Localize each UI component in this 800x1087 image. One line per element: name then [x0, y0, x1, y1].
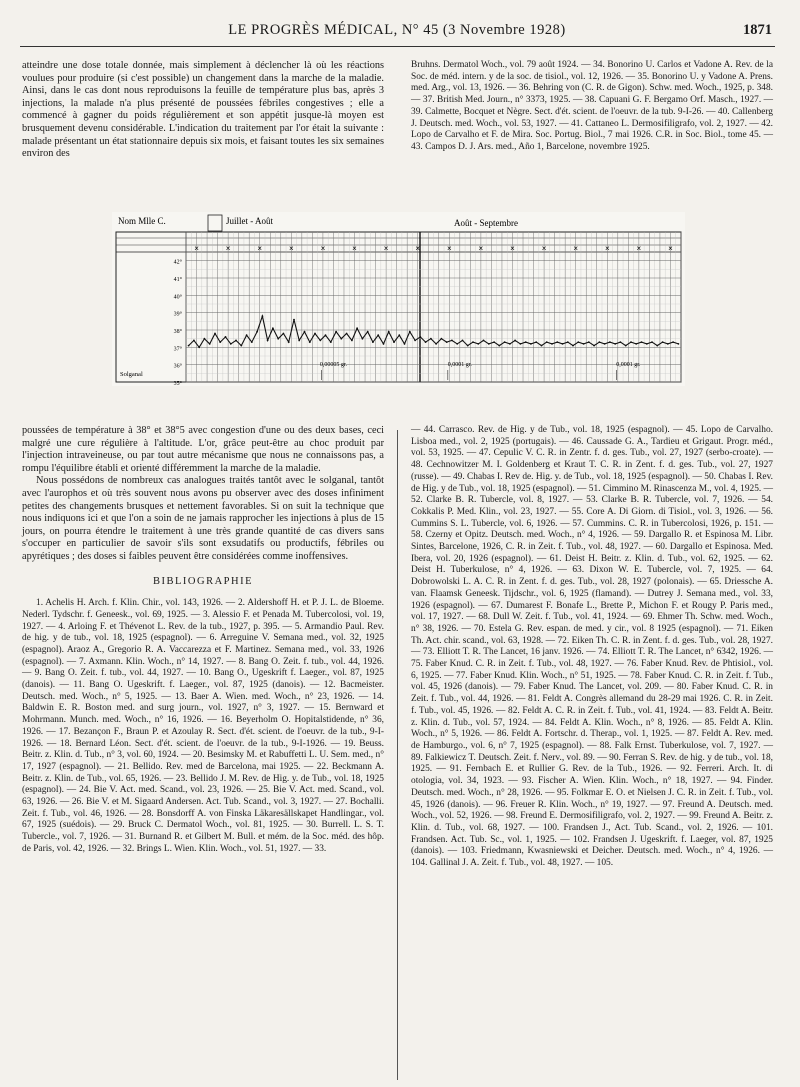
- temperature-point: [230, 343, 232, 345]
- temperature-point: [635, 343, 637, 345]
- temperature-point: [472, 341, 474, 343]
- temperature-point: [609, 341, 611, 343]
- y-tick-label: 40°: [173, 294, 182, 301]
- temperature-point: [630, 341, 632, 343]
- left-top-column: [22, 60, 384, 161]
- patient-label: Nom Mlle C.: [118, 216, 166, 226]
- temperature-point: [288, 341, 290, 343]
- temperature-point: [214, 333, 216, 335]
- temperature-point: [272, 327, 274, 329]
- left-body-column: [22, 425, 384, 856]
- injection-marker: ×: [352, 244, 357, 253]
- temperature-point: [388, 331, 390, 333]
- temperature-point: [209, 343, 211, 345]
- temperature-point: [583, 343, 585, 345]
- temperature-point: [367, 331, 369, 333]
- right-top-column: [411, 60, 773, 154]
- y-tick-label: 42°: [173, 259, 182, 266]
- temperature-point: [656, 345, 658, 347]
- temperature-point: [330, 341, 332, 343]
- temperature-point: [551, 343, 553, 345]
- temperature-point: [293, 319, 295, 321]
- temperature-point: [277, 338, 279, 340]
- temperature-point: [351, 340, 353, 342]
- temperature-point: [477, 343, 479, 345]
- injection-marker: ×: [257, 244, 263, 253]
- temperature-point: [493, 341, 495, 343]
- injection-marker: ×: [668, 244, 673, 253]
- temperature-chart: [112, 212, 685, 386]
- injection-marker: ×: [446, 244, 452, 253]
- temperature-point: [514, 340, 516, 342]
- temperature-point: [667, 343, 669, 345]
- temperature-point: [219, 341, 221, 343]
- temperature-point: [198, 346, 200, 348]
- temperature-point: [419, 336, 421, 338]
- temperature-point: [235, 340, 237, 342]
- temperature-point: [572, 345, 574, 347]
- temperature-point: [346, 333, 348, 335]
- y-tick-label: 41°: [173, 277, 182, 283]
- temperature-point: [530, 343, 532, 345]
- temperature-point: [483, 340, 485, 342]
- injection-marker: ×: [510, 244, 515, 253]
- temperature-point: [546, 341, 548, 343]
- temperature-point: [267, 340, 269, 342]
- temperature-point: [325, 334, 327, 336]
- period-label-1: Juillet - Août: [226, 216, 273, 226]
- y-tick-label: 35°: [173, 381, 182, 386]
- journal-title: LE PROGRÈS MÉDICAL, N° 45 (3 Novembre 1928): [228, 22, 566, 38]
- temperature-point: [335, 331, 337, 333]
- temperature-point: [372, 341, 374, 343]
- injection-marker: ×: [541, 244, 547, 253]
- temperature-point: [251, 341, 253, 343]
- injection-marker: ×: [194, 244, 199, 253]
- temperature-chart-svg: [112, 212, 685, 386]
- temperature-point: [356, 327, 358, 329]
- injection-marker: ×: [225, 244, 231, 253]
- temperature-point: [498, 345, 500, 347]
- temperature-point: [625, 345, 627, 347]
- temperature-point: [314, 333, 316, 335]
- injection-marker: ×: [415, 244, 421, 253]
- bibliography-heading: BIBLIOGRAPHIE: [153, 575, 253, 587]
- temperature-point: [651, 341, 653, 343]
- temperature-point: [509, 343, 511, 345]
- temperature-point: [577, 341, 579, 343]
- body-paragraph-1: poussées de température à 38° et 38°5 avec congestion d'une ou des deux bases, ceci malgré une cure régulière à l'altitude. L'or, grâce peut-être au choc produit par l'injection intraveineuse, ou par tout autre mécanisme que nous ne connaissons pas, a rompu l'équilibre établi et orienté différemment la marche de la maladie.: [22, 425, 384, 474]
- temperature-point: [446, 341, 448, 343]
- solganal-label: Solganal: [120, 371, 143, 378]
- temperature-point: [614, 343, 616, 345]
- temperature-point: [456, 343, 458, 345]
- injection-marker: ×: [320, 244, 326, 253]
- temperature-point: [593, 345, 595, 347]
- temperature-point: [409, 331, 411, 333]
- injection-marker: ×: [636, 244, 642, 253]
- temperature-point: [451, 340, 453, 342]
- temperature-point: [393, 341, 395, 343]
- page-number: 1871: [743, 22, 772, 38]
- column-rule: [397, 430, 398, 1080]
- injection-marker: ×: [288, 244, 294, 253]
- temperature-point: [525, 341, 527, 343]
- temperature-point: [398, 334, 400, 336]
- temperature-point: [488, 343, 490, 345]
- temperature-point: [435, 343, 437, 345]
- temperature-point: [535, 341, 537, 343]
- temperature-point: [256, 331, 258, 333]
- injection-marker: ×: [478, 244, 484, 253]
- temperature-point: [646, 343, 648, 345]
- bibliography-left: 1. Achelis H. Arch. f. Klin. Chir., vol. 143, 1926. — 2. Aldershoff H. et P. J. L. de Bloeme. Nederl. Tydschr. f. Geneesk., vol. 69, 1925. — 3. Alessio F. et Penada M. Tubercolosi, vol. 19, 1927. — 4. Arloing F. et Thévenot L. Rev. de la tub., 1927, p. 395. — 5. Armandio Paul. Rev. de hig. y de tub., vol. 18, 1925 (espagnol). — 6. Arreguine V. Semana med., vol. 32, 1925 (espagnol). Araoz A., Gregorio R. A. Vaccarezza et F. Martinez. Semana med., vol. 33, 1926 (espagnol). — 7. Axmann. Klin. Woch., n° 14, 1927. — 8. Bang O. Zeit. f. tub., vol. 44, 1926. — 9. Bang O. Zeit. f. tub., vol. 44, 1927. — 10. Bang O., Ugeskrift f. Laeger., vol. 87, 1925 (danois). — 11. Bang O. Ugeskrift. f. Laeger., vol. 87, 1925 (danois). — 12. Bacmeister. Deutsch. med. Woch., n° 5, 1925. — 13. Baer A. Wien. med. Woch., n° 23, 1926. — 14. Baldwin E. R. Boston med. and surg journ., vol. 1927, n° 3, 1927. — 15. Bernward et Mohrmann. Munch. med. Woch., n° 16, 1926. — 16. Beyerholm O. Hopitalstidende, n° 36, 1926. — 17. Bezançon F., Braun P. et Azoulay R. Sect. d'ét. scient. de l'oeuvr. de la tub., 9-I-1926. — 18. Bernard Léon. Sect. d'ét. scient. de l'oeuvr. de la tub., 9-I-1926. — 19. Beuss. Beitr. z. Klin. d. Tub., n° 3, vol. 60, 1924. — 20. Besimsky M. et Rabuffetti L. U. Sem. med., n° 17, 1927 (espagnol). — 21. Bellido. Rev. med de Barcelona, mai 1925. — 22. Beckmann A. Beitr. z. Klin. de Tub., vol. 65, 1926. — 23. Bellido J. M. Rev. de Hig. y. de Tub., vol. 18, 1925 (espagnol). — 24. Bie V. Act. med. Scand., vol. 23, 1926. — 25. Bie V. Act. med. Scand., vol. 63, 1926. — 26. Bie V. et M. Sigaard Andersen. Act. Tub. Scand., vol. 3, 1927. — 27. Bochalli. Zeit. f. Tub., vol. 46, 1926. — 28. Bonsdorff A. von Finska Läkaresällskapet Handlingar., vol. 67, 1925 (suédois). — 29. Bruck C. Dermatol Woch., vol. 81, 1925. — 30. Burrell. L. S. T. Tubercle., vol. 7, 1926. — 31. Burnand R. et Gilbert M. Bull. et mém. de la Soc. méd. des hôp. de Paris, vol. 42, 1926. — 32. Brings L. Wien. Klin. Woch., vol. 51, 1927. — 33.: [22, 598, 384, 854]
- temperature-point: [430, 338, 432, 340]
- period-label-2: Août - Septembre: [454, 218, 518, 228]
- temperature-point: [298, 340, 300, 342]
- temperature-point: [383, 343, 385, 345]
- temperature-point: [246, 334, 248, 336]
- temperature-point: [193, 340, 195, 342]
- right-body-column: [411, 425, 773, 870]
- dose-label: 0,0001 gr.: [447, 362, 472, 368]
- temperature-point: [262, 315, 264, 317]
- left-top-paragraph: atteindre une dose totale donnée, mais simplement à déclencher là où les réactions voulues pour produire (si c'est possible) un changement dans la marche de la maladie. Ainsi, dans le cas dont nous reproduisons la feuille de température plus bas, après 3 injections, la malade n'a plus présenté de poussées fébriles congestives ; elle a commencé à gagner du poids régulièrement et son appétit jusque-là moyen est brusquement devenu considérable. L'indication du traitement par l'or était la suivante : malade présentant un état stationnaire depuis six mois, et faisant toutes les six semaines environ des: [22, 60, 384, 160]
- temperature-point: [588, 341, 590, 343]
- temperature-point: [304, 331, 306, 333]
- temperature-point: [462, 340, 464, 342]
- temperature-point: [556, 341, 558, 343]
- temperature-point: [504, 341, 506, 343]
- temperature-point: [520, 343, 522, 345]
- bibliography-right: — 44. Carrasco. Rev. de Hig. y de Tub., vol. 18, 1925 (espagnol). — 45. Lopo de Carvalho. Lisboa med., vol. 2, 1925 (portugais). — 46. Caussade G. A., Tardieu et Grigaut. Progr. méd., vol. 53, 1925. — 47. Cepulic V. C. R. in Zentr. f. d. ges. Tub., vol. 27, 1927 (serbo-croate). — 48. Cechnowitzer M. I. Goldenberg et Kraut T. C. R. in Zent. f. d. ges. Tub., vol. 27, 1927 (russe). — 49. Chabas I. Rev de. Hig. y. de Tub., vol. 18, 1925 (espagnol). — 50. Chabas I. Rev. de Hig. y de Tub., vol. 18, 1925 (espagnol). — 51. Cimmino M. Rinascenza M., vol. 4, 1925. — 52. Clarke B. R. Tubercle, vol. 8, 1927. — 53. Clarke B. R. Tubercle, vol. 7, 1926. — 54. Cokkalis P. Med. Klin., vol. 23, 1927. — 55. Core A. Di Giorn. di Tisiol., vol. 3, 1926. — 56. Cummins S. L. Tubercle, vol. 6, 1926. — 57. Cummins. C. R. in Tubercolosi, 1926, p. 151. — 58. Czerny et Opitz. Deutsch. med. Woch., n° 4, 1926. — 59. Dargallo R. et Espinosa M. Libr. Sintes, Barcelone, 1926, C. R. in Zeit. f. Tub., vol. 48, 1927. — 60. Dargallo et Espinosa. Med. Ibera, vol. 20, 1926 (espagnol). — 61. Deist H. Beitr. z. Klin. d. Tub., vol. 62, 1925. — 62. Deist H. Tuberkulose, n° 4, 1926. — 63. Dixon W. E. Tubercle, vol. 7, 1925. — 64. Dobrowolski L. A. C. R. in Zent. f. d. ges. Tub., vol. 28, 1927 (polonais). — 65. Driessche A. van. Flaamsk Geneesk. Tijdschr., vol. 6, 1925 (flamand). — Dutrey J. Semana med., vol. 33, 1926 (espagnol). — 67. Dumarest F. Bonafe L., Brette P., Michon F. et Rougy P. Paris med., vol. 17, 1927. — 68. Dull W. Zeit. f. Tub., vol. 41, 1924. — 69. Ehmer Th. Schw. med. Woch., n° 38, 1926. — 70. Estela G. Rev. espan. de med. y cir., vol. 8 1925 (espagnol). — 71. Eiken Th. Act. chir. scand., vol. 63, 1928. — 72. Eiken Th. C. R. in Zent. f. d. ges. Tub., vol. 28, 1927. — 73. Elliott T. R. The Lancet, 16 janv. 1926. — 74. Elliott T. R. The Lancet, n° 6342, 1926. — 75. Faber Knud. C. R. in Zeit. f. Tub., vol. 48, 1927. — 76. Faber Knud. Rev. de Phtisiol., vol. 6, 1925. — 77. Faber Knud. Klin. Woch., n° 51, 1925. — 78. Faber Knud. C. R. in Zeit. f. Tub., vol. 45, 1926 (danois). — 79. Faber Knud. The Lancet, vol. 209. — 80. Faber Knud. C. R. in Zeit. f. Tub., vol. 44, 1926. — 81. Feldt A. Congrès allemand du 28-29 mai 1926. C. R. in Zeit. f. Tub., vol. 45, 1926. — 82. Feldt A. C. R. in Zeit. f. Tub., vol. 41, 1924. — 83. Feldt A. Beitr. z. Klin. d. Tub., vol. 57, 1924. — 84. Feldt A. Klin. Woch., n° 8, 1926. — 85. Feldt A. Klin. Woch., n° 5, 1926. — 86. Feldt A. Fortschr. d. Therap., vol. 1, 1925. — 87. Feldt A. Rev. med. de Hamburgo., vol. 6, n° 7, 1925 (espagnol). — 88. Falk Ernst. Tuberkulose, vol. 7, 1927. — 89. Falkiewicz T. Deutsch. Zeit. f. Nerv., vol. 89. — 90. Ferran S. Rev. de hig. y de tub., vol. 18, 1925. — 91. Fernbach E. et Rullier G. Rev. de la Tub., 1926. — 92. Ferreri. Arch. It. di otologia, vol. 34, 1923. — 93. Fischer A. Wien. Klin. Woch., n° 18, 1927. — 94. Finder. Deutsch. med. Woch., n° 28, 1926. — 95. Folkmar E. O. et Nielsen J. C. R. in Zeit. f. Tub., vol. 45, 1926 (danois). — 96. Freuer R. Klin. Woch., n° 19, 1927. — 97. Freund A. Deutsch. med. Woch., vol. 52, 1926. — 98. Freund E. Dermosifiligrafo, vol. 2, 1927. — 99. Freund A. Beitr. z. Klin. d. Tub., vol. 68, 1927. — 100. Frandsen J., Act. Tub. Scand., vol. 2, 1926. — 101. Frandsen. Act. Tub. Sc., vol. 1, 1925. — 102. Frandsen J. Ugeskrift. f. Laeger, vol. 87, 1925 (danois). — 103. Friedmann, Kwasniewski et Deicher. Deutsch. med. Woch., n° 4, 1926. — 104. Gallinal J. A. Zeit. f. Tub., vol. 48, 1927. — 105.: [411, 425, 773, 869]
- temperature-point: [662, 341, 664, 343]
- injection-marker: ×: [383, 244, 389, 253]
- temperature-point: [441, 338, 443, 340]
- temperature-point: [599, 341, 601, 343]
- temperature-point: [414, 340, 416, 342]
- header-rule: [20, 46, 775, 47]
- page-header: [22, 22, 772, 44]
- temperature-point: [404, 343, 406, 345]
- dose-label: 0,0001 gr.: [616, 362, 641, 368]
- temperature-point: [340, 338, 342, 340]
- temperature-point: [641, 341, 643, 343]
- temperature-point: [309, 341, 311, 343]
- temperature-point: [240, 345, 242, 347]
- y-tick-label: 39°: [173, 311, 182, 318]
- temperature-point: [567, 341, 569, 343]
- temperature-point: [467, 345, 469, 347]
- temperature-point: [620, 341, 622, 343]
- y-tick-label: 37°: [173, 346, 182, 353]
- temperature-point: [562, 343, 564, 345]
- temperature-point: [319, 340, 321, 342]
- y-tick-label: 36°: [173, 363, 182, 370]
- temperature-point: [604, 343, 606, 345]
- temperature-point: [672, 341, 674, 343]
- injection-marker: ×: [604, 244, 610, 253]
- temperature-point: [225, 336, 227, 338]
- right-top-references: Bruhns. Dermatol Woch., vol. 79 août 1924. — 34. Bonorino U. Carlos et Vadone A. Rev. de la Soc. de méd. intern. y de la soc. de tisiol., vol. 12, 1926. — 35. Bonorino U. y Vadone A. Prens. med. Arg., vol. 13, 1926. — 36. Behring von (C. R. de Gigon). Schw. med. Woch., 1925, p. 348. — 37. British Med. Journ., n° 3373, 1925. — 38. Capuani G. F. Bergamo Orf. Masch., 1927. — 39. Calmette, Bocquet et Nègre. Sect. d'ét. scient. de l'oeuvr. de la tub. 9-I-26. — 40. Callenberg J. Deutsch. med. Woch., vol. 53, 1927. — 41. Cattaneo L. Dermosifiligrafo, vol. 2, 1927. — 42. Lopo de Carvalho et F. de Mira. Soc. Portug. Biol., 7 mai 1926. C.R. in Soc. Biol., tome 45. — 43. Campos D. J. Ars. med., Año 1, Barcelone, novembre 1925.: [411, 60, 773, 152]
- temperature-point: [425, 341, 427, 343]
- temperature-point: [204, 338, 206, 340]
- temperature-point: [283, 333, 285, 335]
- temperature-point: [541, 345, 543, 347]
- body-paragraph-2: Nous possédons de nombreux cas analogues traités tantôt avec le solganal, tantôt avec l'aurophos et où très souvent nous avons pu observer avec des doses infiniment petites des changements brusques et nettement favorables. Si on suit la technique que nous indiquons ici et que l'on a soin de ne jamais rapprocher les injections à plus de 15 jours, on pourra étendre le traitement à une très grande quantité de cas divers sans s'occuper en particulier de savoir s'ils sont exsudatifs ou productifs, fébriles ou apyrétiques ; des doses si faibles peuvent être considérées comme inoffensives.: [22, 475, 384, 562]
- temperature-point: [678, 343, 680, 345]
- temperature-point: [377, 334, 379, 336]
- dose-label: 0,00005 gr.: [319, 362, 348, 368]
- temperature-point: [362, 338, 364, 340]
- y-tick-label: 38°: [173, 329, 182, 335]
- injection-marker: ×: [573, 244, 579, 253]
- temperature-point: [188, 345, 190, 347]
